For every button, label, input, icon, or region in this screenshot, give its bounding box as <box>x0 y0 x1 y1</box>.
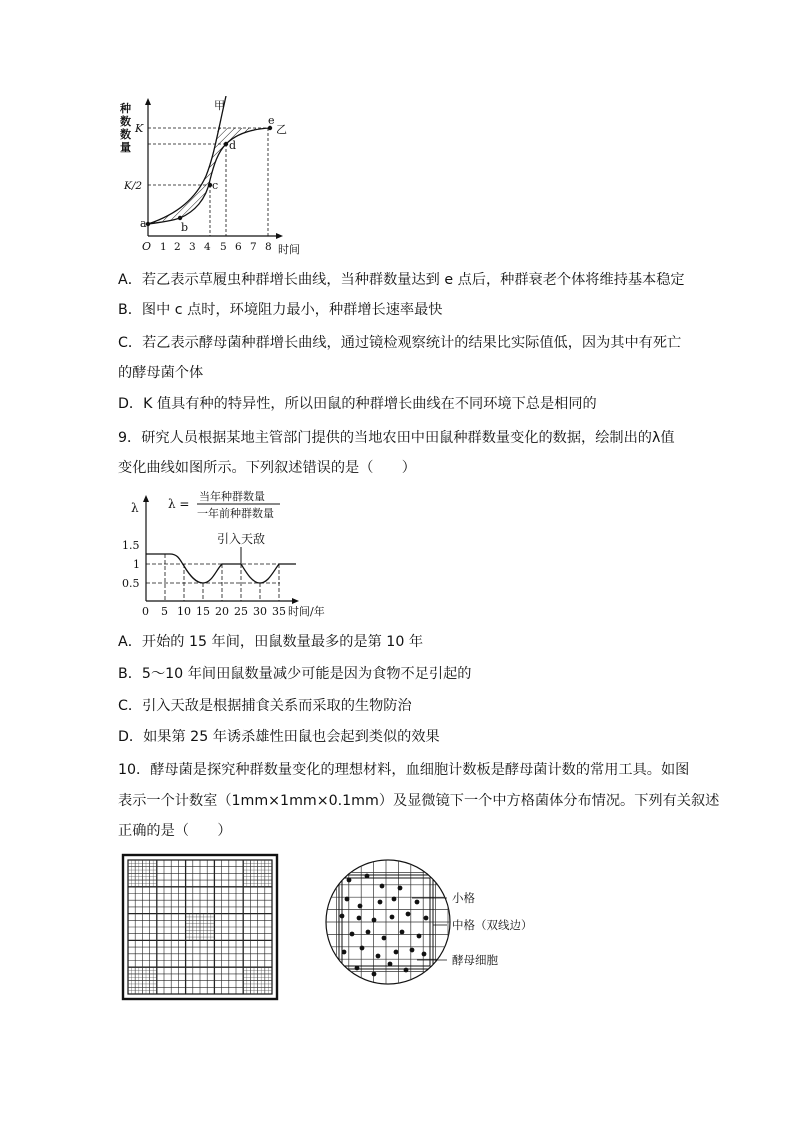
yeast-cell <box>410 948 415 953</box>
introduce-predator-label: 引入天敌 <box>217 532 266 546</box>
yeast-cell <box>398 886 403 891</box>
q9-stem-line2: 变化曲线如图所示。下列叙述错误的是（ ） <box>118 460 416 476</box>
y-axis-label-char-1: 种 <box>120 102 131 115</box>
x-tick-10: 10 <box>177 605 191 618</box>
yeast-cell <box>347 878 352 883</box>
yeast-cell <box>415 900 420 905</box>
lambda-axis-label: λ <box>131 501 139 515</box>
formula-numerator: 当年种群数量 <box>199 490 265 503</box>
y-axis-label-char-3: 数 <box>120 128 131 141</box>
yeast-cell <box>366 930 371 935</box>
yeast-cell <box>350 932 355 937</box>
curve-jia-label: 甲 <box>214 99 225 112</box>
yeast-cell <box>406 912 411 917</box>
label-small-square: 小格 <box>452 891 475 905</box>
yeast-cell <box>372 918 377 923</box>
q9-option-c: C．引入天敌是根据捕食关系而采取的生物防治 <box>118 698 412 714</box>
q9-option-a: A．开始的 15 年间，田鼠数量最多的是第 10 年 <box>118 634 424 650</box>
population-growth-figure <box>118 96 308 258</box>
point-b-label: b <box>181 221 189 234</box>
x-axis-label: 时间 <box>278 243 300 256</box>
counting-chamber-grid <box>120 852 280 1002</box>
q9-option-d: D．如果第 25 年诱杀雄性田鼠也会起到类似的效果 <box>118 729 440 745</box>
yeast-cell <box>392 897 397 902</box>
q10-stem-line3: 正确的是（ ） <box>118 823 232 839</box>
point-a-label: a <box>140 217 147 230</box>
formula-lhs: λ = <box>168 497 190 511</box>
yeast-cell <box>390 915 395 920</box>
yeast-cell <box>358 904 363 909</box>
yeast-cell <box>404 968 409 973</box>
yeast-cell <box>378 900 383 905</box>
point-b-marker <box>178 216 182 220</box>
y-tick-0-5: 0.5 <box>122 577 140 590</box>
y-axis-label-char-4: 量 <box>120 141 131 154</box>
yeast-cell <box>357 916 362 921</box>
yeast-cell <box>360 946 365 951</box>
q8-option-c-line1: C．若乙表示酵母菌种群增长曲线，通过镜检观察统计的结果比实际值低，因为其中有死亡 <box>118 335 682 351</box>
y-tick-k: K <box>135 122 144 135</box>
x-tick-2: 2 <box>174 241 181 253</box>
q8-option-c-line2: 的酵母菌个体 <box>118 365 204 381</box>
yeast-cell <box>376 954 381 959</box>
x-axis-arrow <box>276 233 283 239</box>
yeast-cell <box>388 962 393 967</box>
yeast-cell <box>355 966 360 971</box>
y-tick-1-5: 1.5 <box>122 539 140 552</box>
q9-stem-line1: 9．研究人员根据某地主管部门提供的当地农田中田鼠种群数量变化的数据，绘制出的λ值 <box>118 430 675 446</box>
point-e-label: e <box>268 114 275 127</box>
x-tick-5: 5 <box>161 605 168 618</box>
lambda-curve-figure <box>118 488 348 620</box>
x-tick-30: 30 <box>253 605 267 618</box>
label-medium-square: 中格（双线边） <box>452 918 533 932</box>
y-axis-arrow <box>145 98 151 105</box>
yeast-cell <box>340 914 345 919</box>
x-tick-4: 4 <box>204 241 211 253</box>
yeast-cell <box>400 930 405 935</box>
formula-denominator: 一年前种群数量 <box>197 507 274 520</box>
x-tick-7: 7 <box>250 241 257 253</box>
yeast-cell <box>424 916 429 921</box>
x-origin: O <box>142 240 152 253</box>
y-tick-half-k: K/2 <box>124 180 143 192</box>
y-tick-1: 1 <box>133 558 140 571</box>
x-tick-20: 20 <box>215 605 229 618</box>
y-axis-label-char-2: 数 <box>120 115 131 128</box>
x-tick-25: 25 <box>234 605 248 618</box>
yeast-cell <box>345 897 350 902</box>
q10-stem-line1: 10．酵母菌是探究种群数量变化的理想材料，血细胞计数板是酵母菌计数的常用工具。如图 <box>118 762 690 778</box>
q8-option-a: A．若乙表示草履虫种群增长曲线，当种群数量达到 e 点后，种群衰老个体将维持基本稳定 <box>118 272 685 288</box>
x-tick-5: 5 <box>220 241 227 253</box>
x-axis-label: 时间/年 <box>288 605 325 618</box>
medium-square-view <box>322 858 582 988</box>
chamber-grid-lines <box>128 860 272 994</box>
label-yeast-cell: 酵母细胞 <box>452 953 498 967</box>
x-tick-0: 0 <box>142 605 149 618</box>
q8-option-b: B．图中 c 点时，环境阻力最小，种群增长速率最快 <box>118 302 443 318</box>
x-tick-1: 1 <box>160 241 167 253</box>
x-tick-8: 8 <box>265 241 272 253</box>
yeast-cell <box>372 972 377 977</box>
q10-stem-line2: 表示一个计数室（1mm×1mm×0.1mm）及显微镜下一个中方格菌体分布情况。下列有关叙述 <box>118 793 720 809</box>
x-tick-3: 3 <box>189 241 196 253</box>
point-c-label: c <box>212 179 219 192</box>
point-d-label: d <box>229 139 237 152</box>
point-d-marker <box>224 142 228 146</box>
x-tick-6: 6 <box>235 241 242 253</box>
lambda-curve <box>146 554 296 583</box>
yeast-cell <box>394 950 399 955</box>
q9-option-b: B．5～10 年间田鼠数量减少可能是因为食物不足引起的 <box>118 666 472 682</box>
yeast-cell <box>422 952 427 957</box>
y-axis-arrow <box>143 495 149 502</box>
yeast-cells <box>340 874 429 977</box>
yeast-cell <box>417 934 422 939</box>
x-tick-15: 15 <box>196 605 210 618</box>
yeast-cell <box>380 884 385 889</box>
curve-yi-label: 乙 <box>276 123 287 136</box>
x-axis-arrow <box>292 598 299 604</box>
hatched-area <box>148 128 268 224</box>
yeast-cell <box>365 874 370 879</box>
q8-option-d: D．K 值具有种的特异性，所以田鼠的种群增长曲线在不同环境下总是相同的 <box>118 396 597 412</box>
yeast-cell <box>382 936 387 941</box>
x-tick-35: 35 <box>272 605 286 618</box>
yeast-cell <box>342 950 347 955</box>
